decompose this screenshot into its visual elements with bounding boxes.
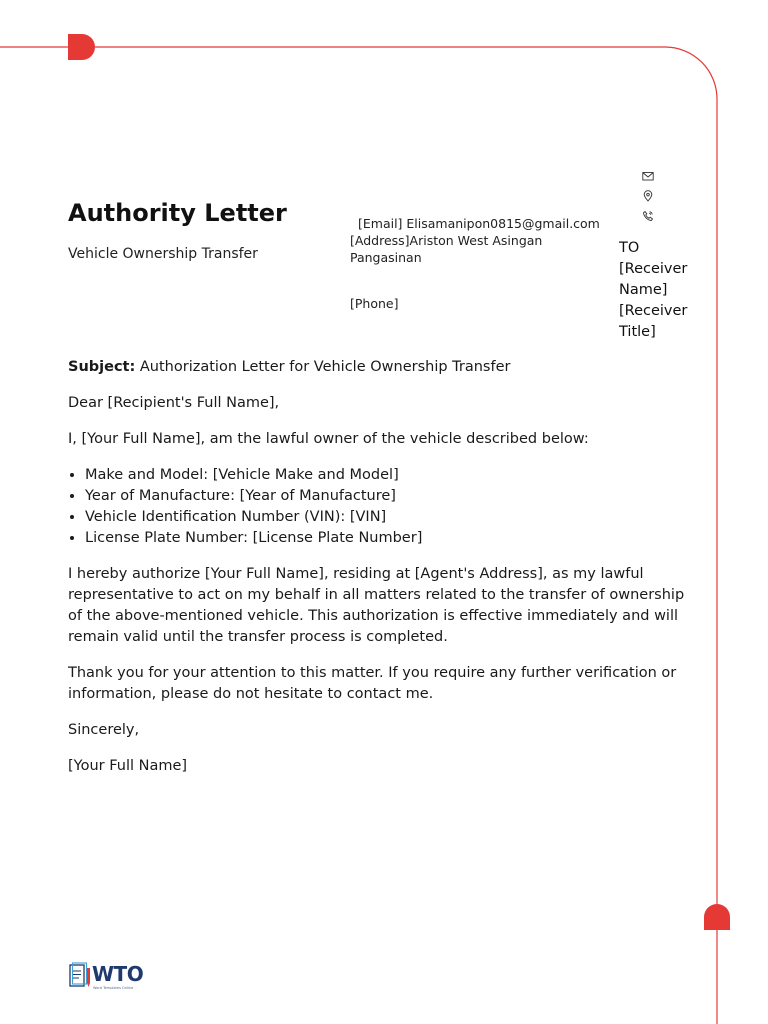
sender-email: [Email] Elisamanipon0815@gmail.com [358,216,600,231]
subject-line [68,357,693,378]
location-pin-icon [640,187,656,207]
intro-paragraph: I, [Your Full Name], am the lawful owner of the vehicle described below: [68,431,589,447]
sender-contact [350,215,610,312]
wto-logo [68,962,158,992]
signature-name: [Your Full Name] [68,758,188,774]
document-pen-icon [68,962,92,992]
list-item: • Make and Model: [Vehicle Make and Model] [85,465,693,486]
recipient-to-label: TO [619,240,640,256]
frame-top-tab [68,34,95,60]
logo-tagline: Word Templates Online [93,986,134,990]
envelope-icon [640,167,656,187]
phone-icon [640,207,656,227]
subject-text: Authorization Letter for Vehicle Ownership Transfer [135,359,511,375]
letter-body [68,357,693,792]
salutation: Dear [Recipient's Full Name], [68,395,280,411]
logo-wordmark: WTO [92,962,144,986]
authorization-paragraph: I hereby authorize [Your Full Name], residing at [Agent's Address], as my lawful representative to act on my behalf in all matters related to the transfer of ownership of the above-mentioned vehicle. This authorization is effective immediately and will remain valid until the transfer process is completed. [68,566,685,645]
recipient-block [619,238,699,343]
closing-paragraph: Thank you for your attention to this matter. If you require any further verification or information, please do not hesitate to contact me. [68,665,677,702]
list-item: • Year of Manufacture: [Year of Manufacture] [85,486,693,507]
sender-address: [Address]Ariston West Asingan Pangasinan [350,233,543,265]
page-subtitle: Vehicle Ownership Transfer [68,246,258,262]
recipient-title: [Receiver Title] [619,303,688,340]
frame-side-tab [704,904,730,930]
sender-phone: [Phone] [350,296,399,311]
subject-label: Subject: [68,359,136,375]
contact-icons [640,167,656,227]
sign-off: Sincerely, [68,722,140,738]
list-item: • License Plate Number: [License Plate Number] [85,528,693,549]
list-item: • Vehicle Identification Number (VIN): [VIN] [85,507,693,528]
recipient-name: [Receiver Name] [619,261,688,298]
page-title: Authority Letter [68,199,287,227]
vehicle-details-list [68,465,693,549]
